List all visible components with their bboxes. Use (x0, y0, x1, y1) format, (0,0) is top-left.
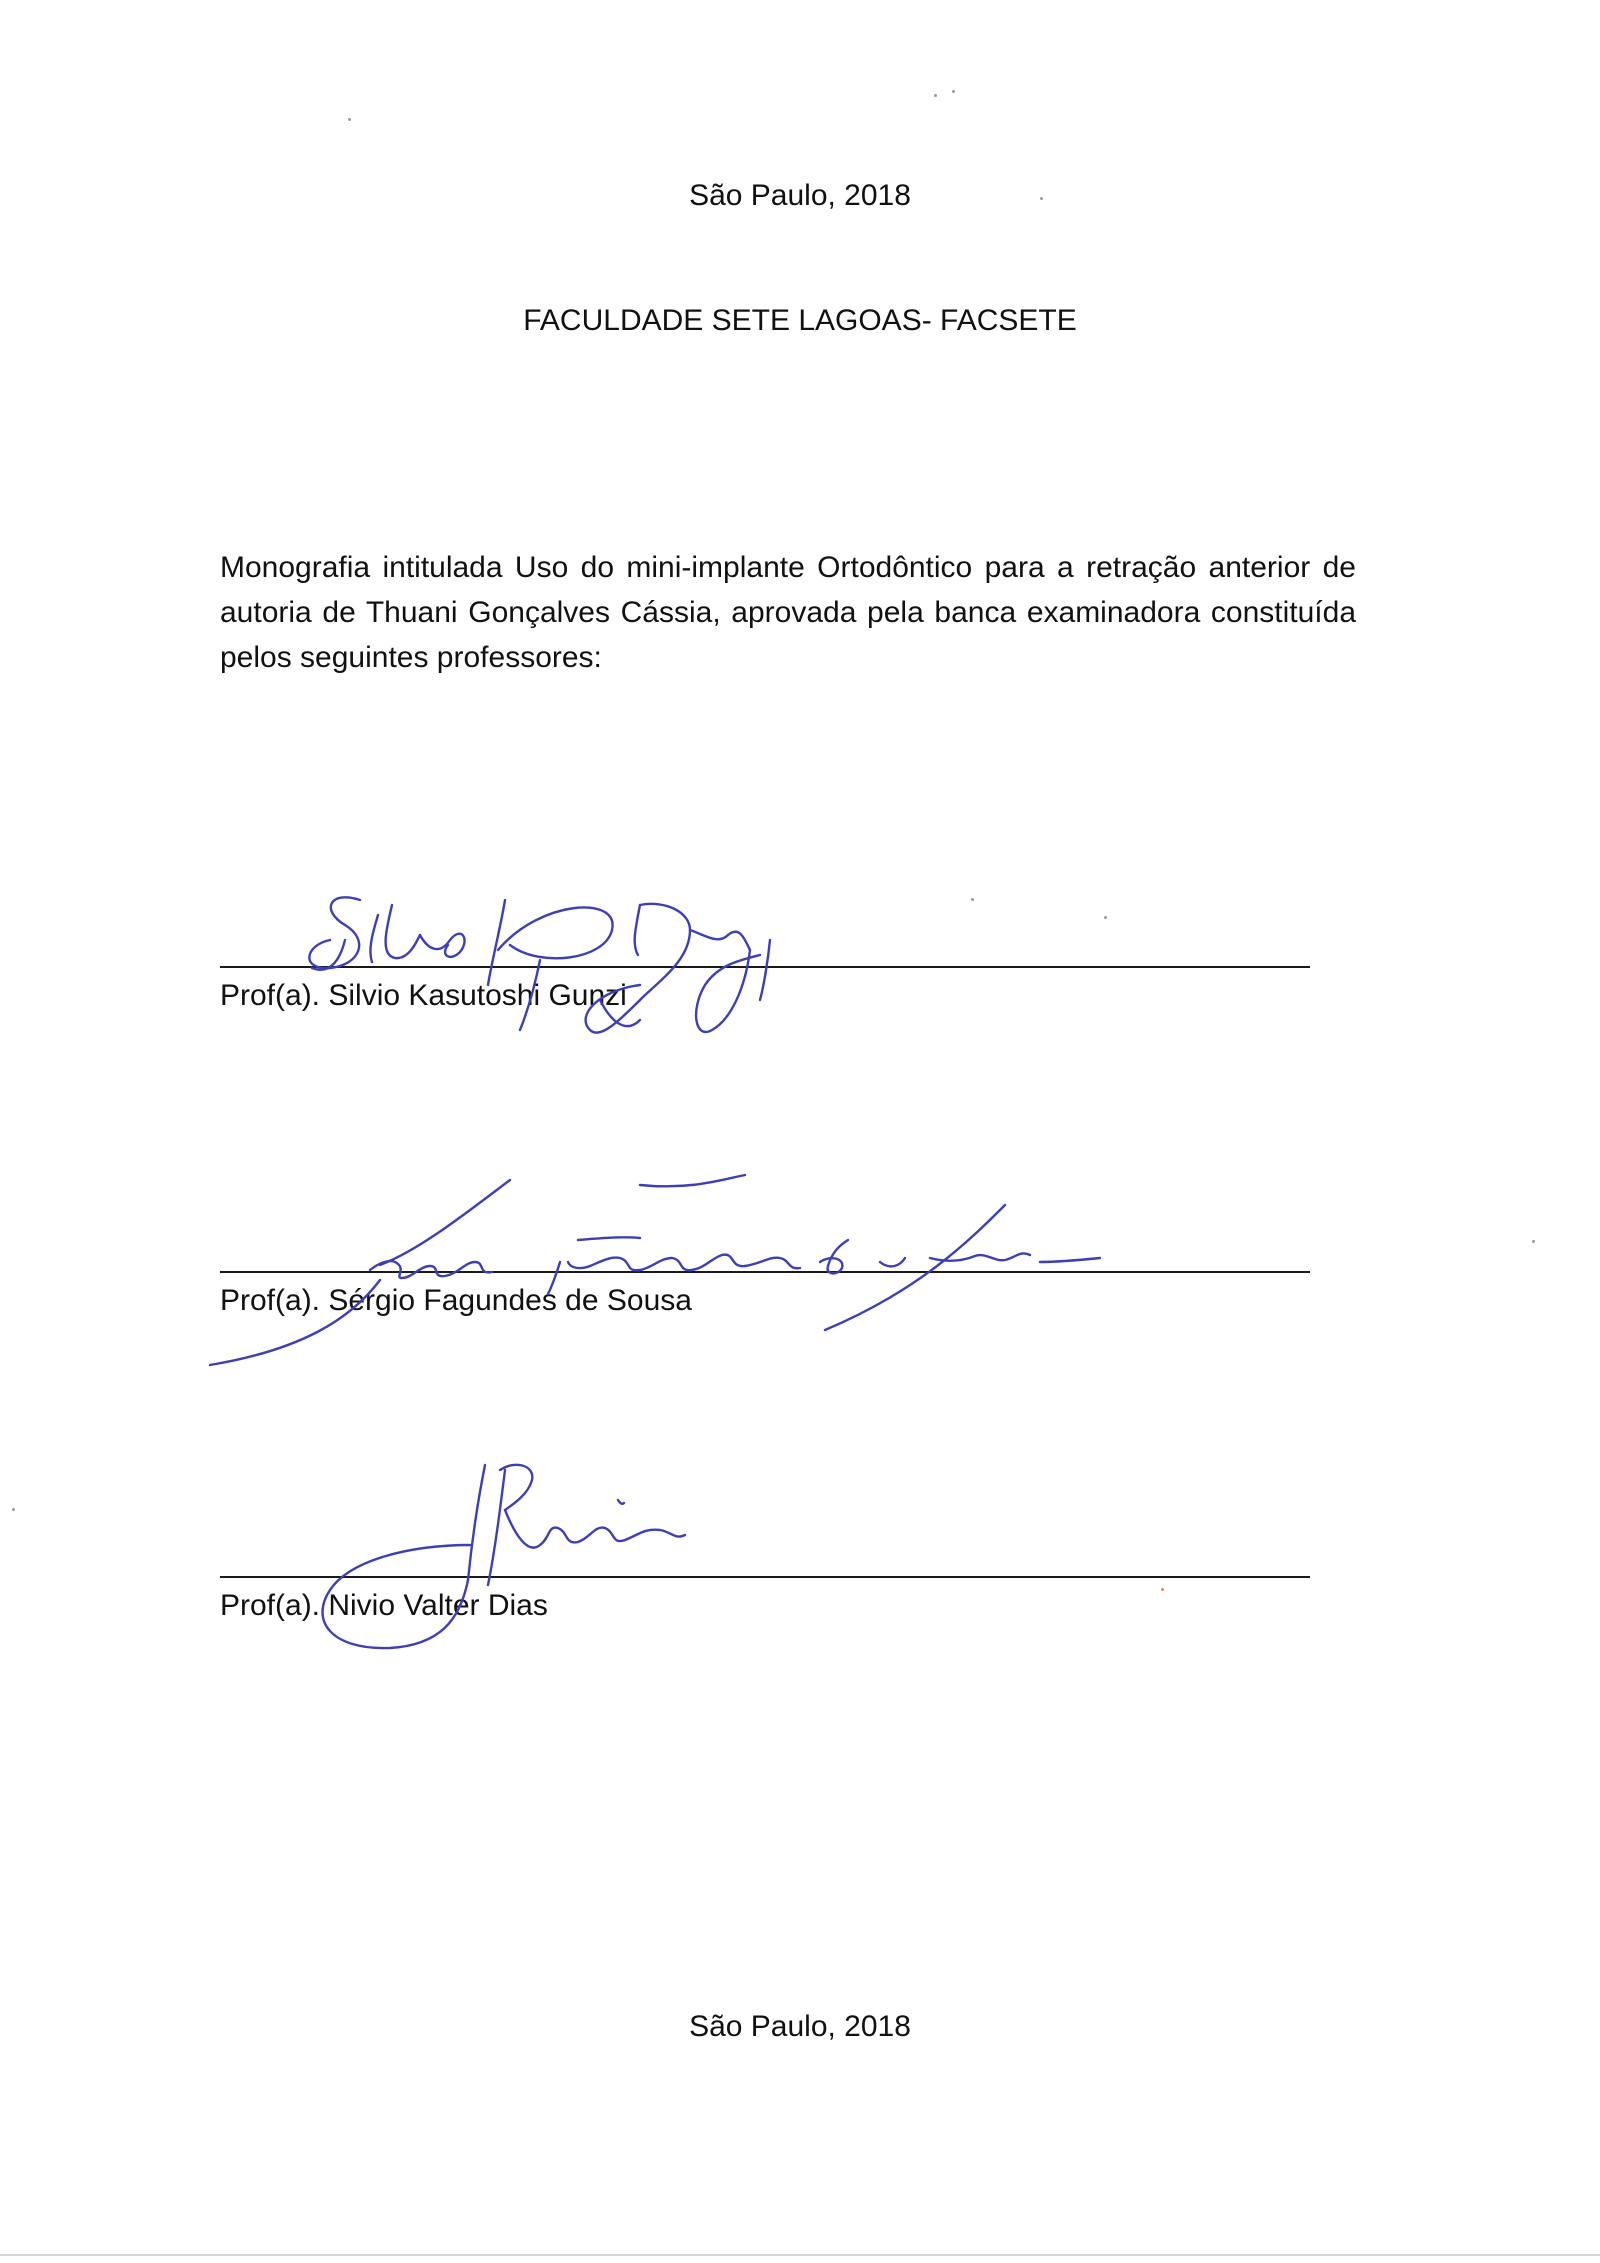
page-edge (0, 2254, 1600, 2256)
institution-name: FACULDADE SETE LAGOAS- FACSETE (523, 304, 1077, 337)
signature-line (220, 966, 1310, 968)
examiner-name: Prof(a). Sérgio Fagundes de Sousa (220, 1284, 692, 1317)
scan-speck (952, 90, 955, 93)
examiner-signature-block-2 (220, 1271, 1310, 1331)
approval-paragraph: Monografia intitulada Uso do mini-implante Ortodôntico para a retração anterior de autoria de Thuani Gonçalves Cássia, aprovada pela banca examinadora constituída pelos seguintes professores: (220, 551, 1356, 674)
scan-speck (1040, 197, 1043, 200)
scan-speck (971, 898, 974, 901)
examiner-name: Prof(a). Silvio Kasutoshi Gunzi (220, 979, 627, 1012)
examiner-name: Prof(a). Nivio Valter Dias (220, 1589, 548, 1622)
signature-icon-sergio (210, 1175, 1100, 1365)
signature-line (220, 1271, 1310, 1273)
scan-speck (934, 94, 937, 97)
header-date: São Paulo, 2018 (689, 179, 911, 212)
scan-speck (12, 1508, 15, 1511)
scan-speck (1104, 916, 1107, 919)
examiner-signature-block-1 (220, 966, 1310, 1026)
signature-line (220, 1576, 1310, 1578)
scan-speck (1532, 1240, 1535, 1243)
footer-date: São Paulo, 2018 (689, 2010, 911, 2043)
examiner-signature-block-3 (220, 1576, 1310, 1636)
scan-speck (348, 118, 351, 121)
scan-speck (1161, 1588, 1164, 1591)
